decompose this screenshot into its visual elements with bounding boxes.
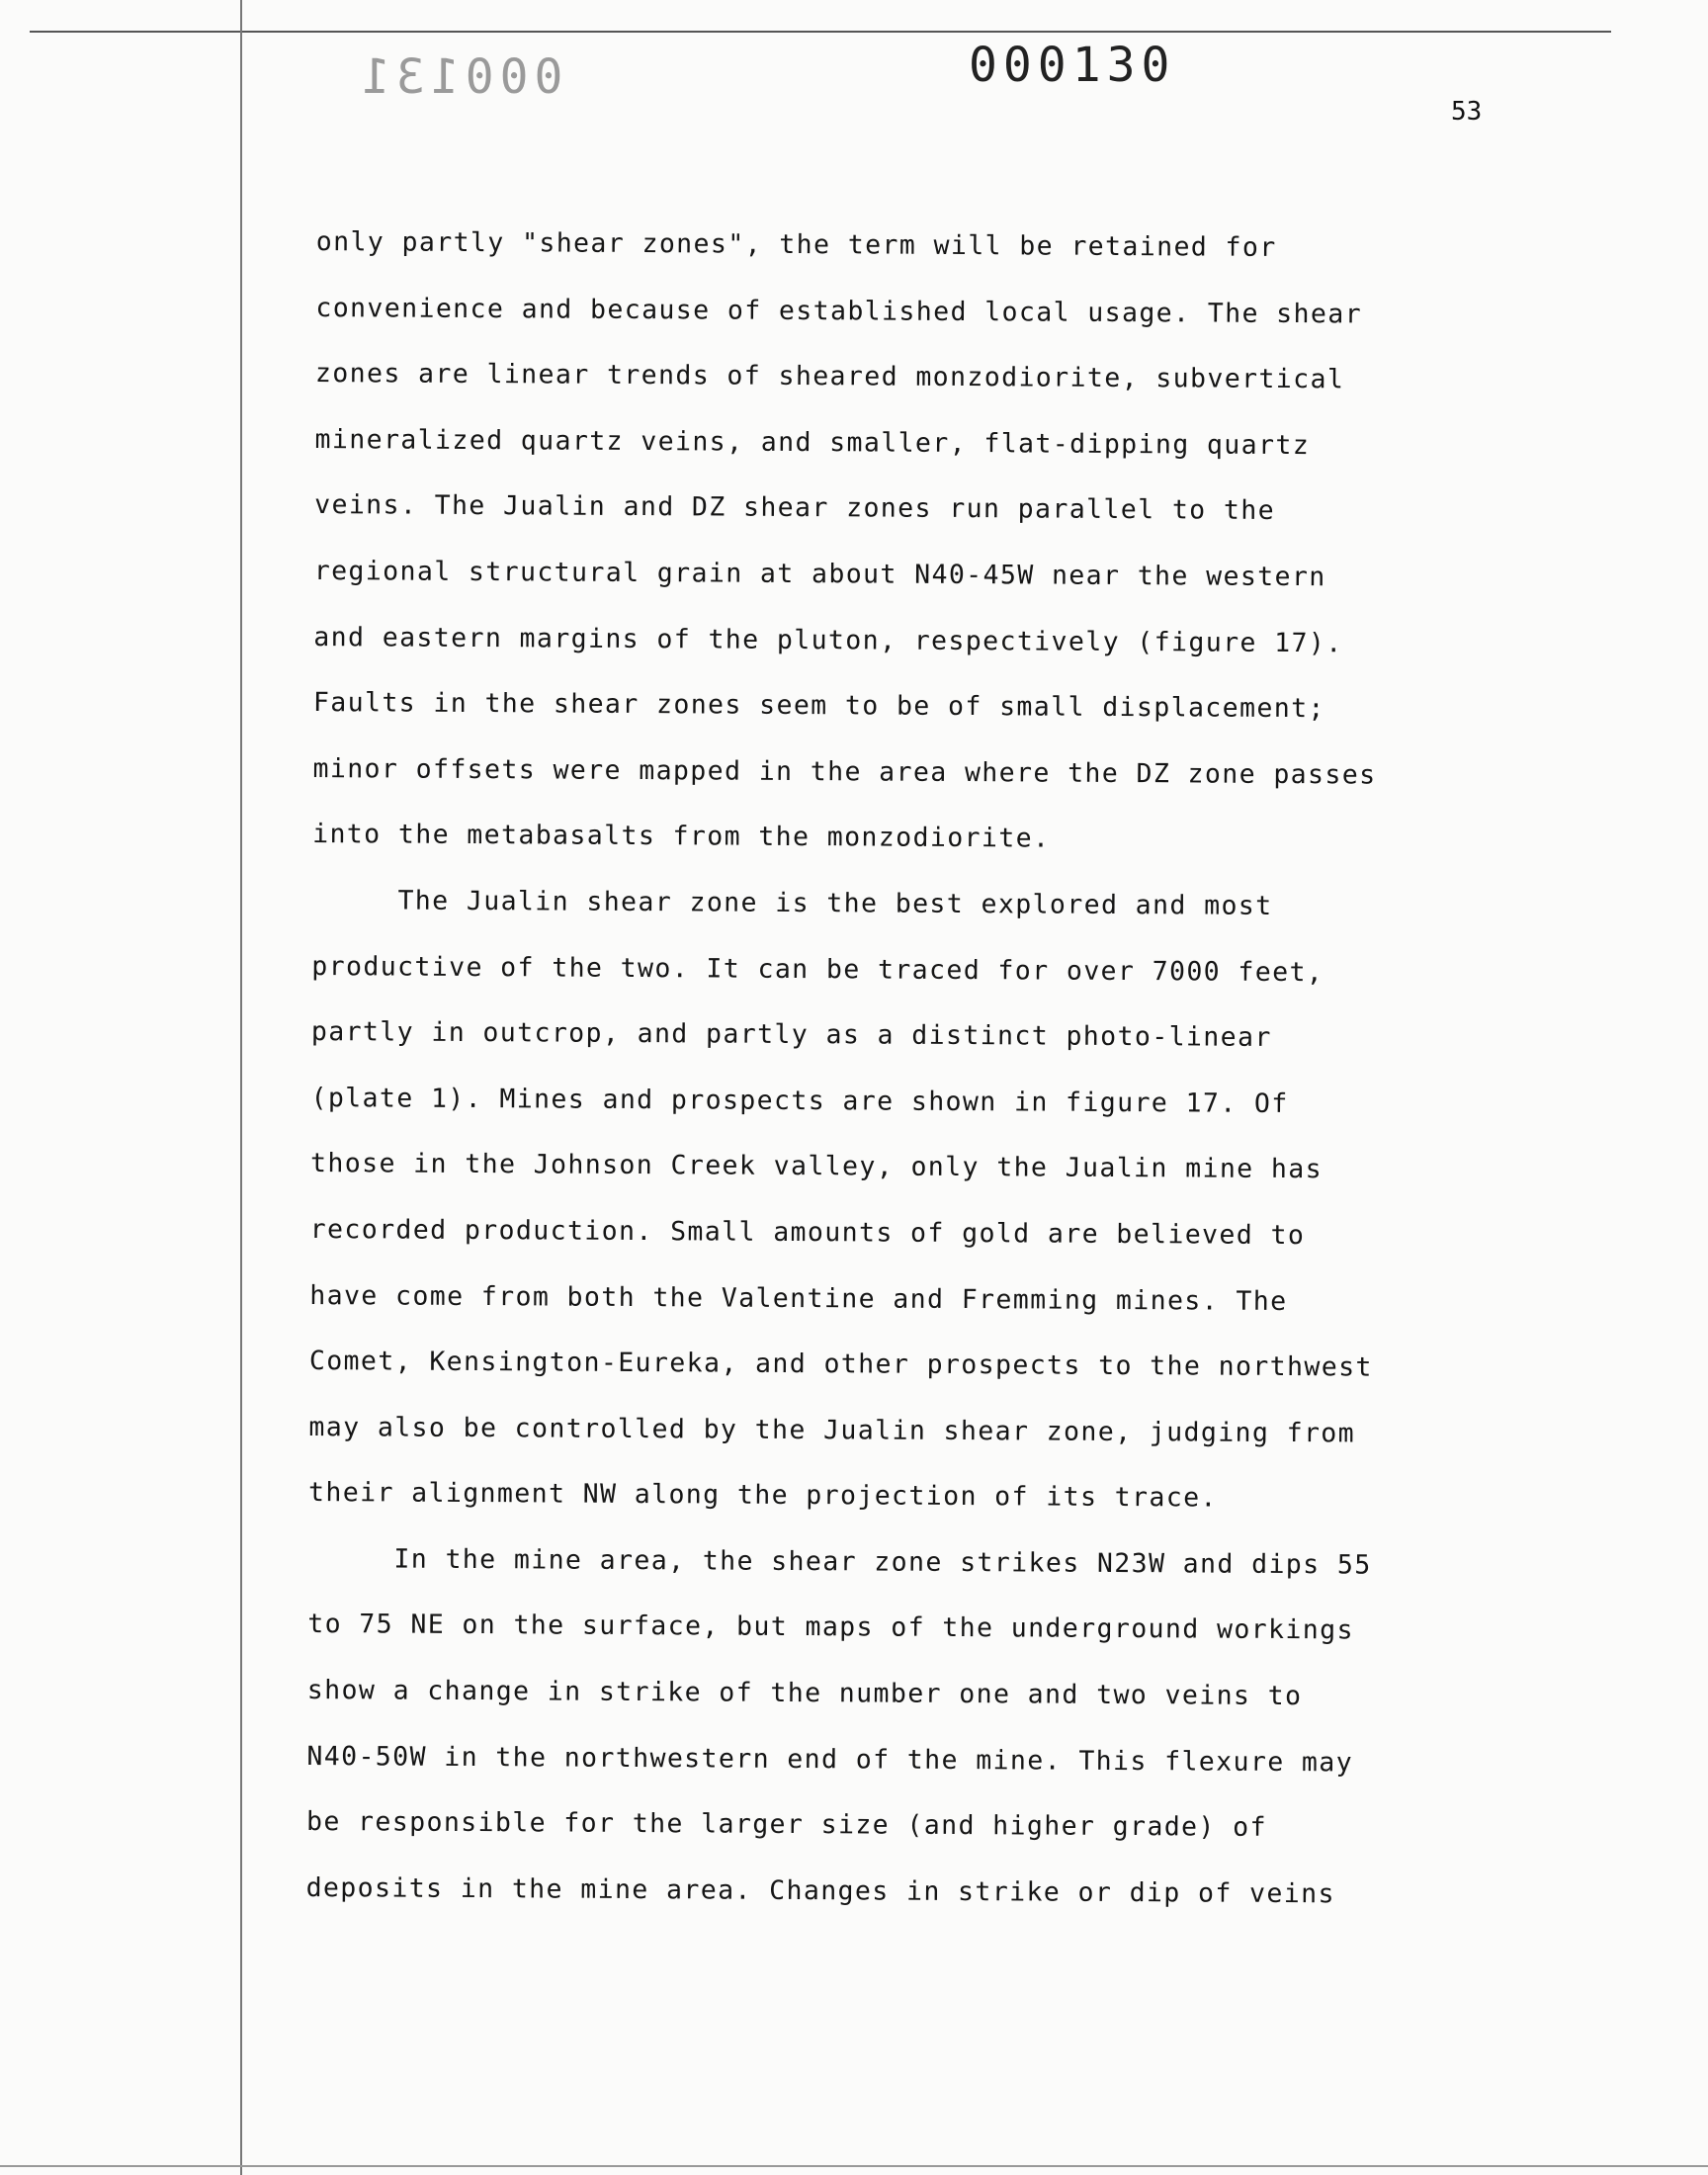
page-number: 53 — [1451, 97, 1483, 127]
text-line: to 75 NE on the surface, but maps of the underground workings — [307, 1609, 1354, 1646]
text-line: into the metabasalts from the monzodiorite. — [312, 819, 1051, 854]
text-line: have come from both the Valentine and Fremming mines. The — [309, 1279, 1288, 1317]
top-rule — [30, 31, 1611, 33]
text-line: veins. The Jualin and DZ shear zones run parallel to the — [314, 489, 1276, 527]
text-line: In the mine area, the shear zone strikes N23W and dips 55 — [307, 1542, 1372, 1581]
text-line: zones are linear trends of sheared monzodiorite, subvertical — [314, 358, 1345, 395]
text-line: N40-50W in the northwestern end of the mine. This flexure may — [306, 1740, 1354, 1779]
text-line: Faults in the shear zones seem to be of small displacement; — [312, 687, 1325, 725]
text-line: those in the Johnson Creek valley, only the Jualin mine has — [310, 1148, 1324, 1185]
text-line: be responsible for the larger size (and higher grade) of — [305, 1806, 1267, 1844]
text-line: deposits in the mine area. Changes in strike or dip of veins — [305, 1871, 1335, 1910]
left-margin-rule — [240, 0, 242, 2175]
text-line: Comet, Kensington-Eureka, and other prospects to the northwest — [308, 1346, 1373, 1383]
text-line: partly in outcrop, and partly as a distinct photo-linear — [310, 1016, 1272, 1054]
document-stamp-number: 000130 — [969, 38, 1176, 93]
text-line: minor offsets were mapped in the area where the DZ zone passes — [312, 752, 1377, 791]
bottom-rule — [0, 2165, 1708, 2167]
body-text — [305, 210, 1601, 1929]
text-line: regional structural grain at about N40-45W near the western — [313, 555, 1326, 593]
text-line: (plate 1). Mines and prospects are shown in figure 17. Of — [310, 1082, 1289, 1119]
text-line: their alignment NW along the projection of its trace. — [307, 1477, 1218, 1514]
text-line: only partly "shear zones", the term will be retained for — [315, 225, 1277, 263]
bleed-through-stamp: 000131 — [356, 49, 563, 105]
text-line: and eastern margins of the pluton, respectively (figure 17). — [313, 621, 1343, 658]
text-line: show a change in strike of the number one and two veins to — [306, 1675, 1303, 1712]
text-line: The Jualin shear zone is the best explored and most — [311, 884, 1273, 921]
text-line: productive of the two. It can be traced for over 7000 feet, — [311, 950, 1324, 988]
text-line: recorded production. Small amounts of gold are believed to — [309, 1213, 1306, 1252]
text-line: may also be controlled by the Jualin shear zone, judging from — [308, 1411, 1356, 1449]
text-line: convenience and because of established local usage. The shear — [315, 292, 1363, 330]
text-line: mineralized quartz veins, and smaller, flat-dipping quartz — [314, 423, 1311, 461]
